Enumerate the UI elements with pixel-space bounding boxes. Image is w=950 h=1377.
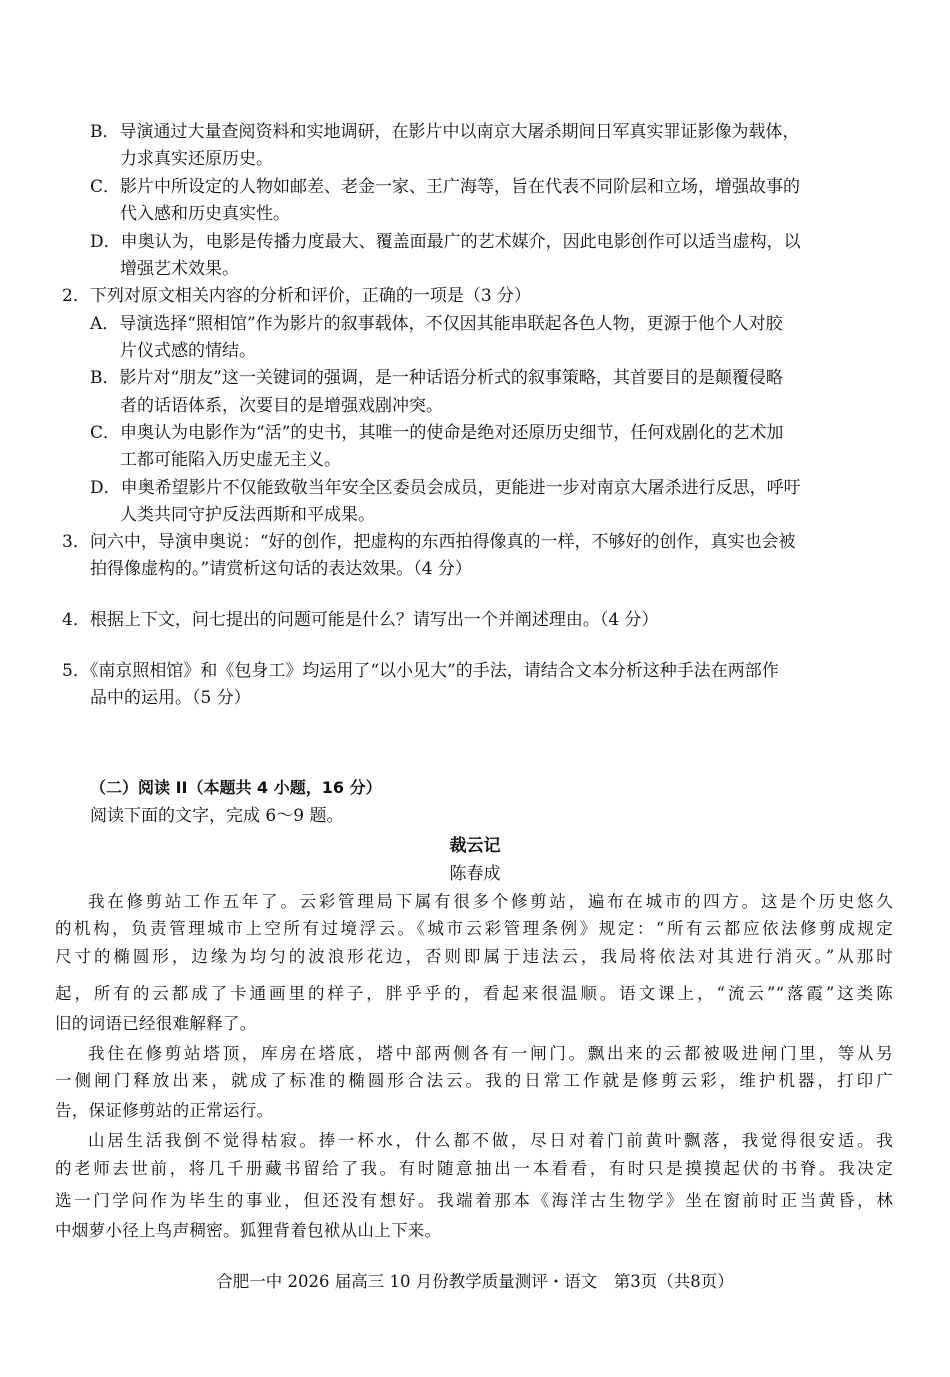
passage-title: 裁云记 xyxy=(449,836,501,856)
q2-option-d-cont: 人类共同守护反法西斯和平成果。 xyxy=(120,505,375,525)
q1-option-d: D．申奥认为，电影是传播力度最大、覆盖面最广的艺术媒介，因此电影创作可以适当虚构，以 xyxy=(90,232,801,252)
paragraph-1-line: 起，所有的云都成了卡通画里的样子，胖乎乎的，看起来很温顺。语文课上，“流云”“落霞”这类陈 xyxy=(55,984,893,1003)
q2-option-a-cont: 片仪式感的情结。 xyxy=(120,341,256,361)
q5-stem-cont: 品中的运用。（5 分） xyxy=(90,688,251,708)
q2-option-a: A．导演选择“照相馆”作为影片的叙事载体，不仅因其能串联起各色人物，更源于他个人对胶 xyxy=(90,314,783,334)
paragraph-1-line: 我在修剪站工作五年了。云彩管理局下属有很多个修剪站，遍布在城市的四方。这是个历史悠久 xyxy=(88,892,893,911)
q2-stem: 2．下列对原文相关内容的分析和评价，正确的一项是（3 分） xyxy=(62,286,532,306)
paragraph-3-line: 的老师去世前，将几千册藏书留给了我。有时随意抽出一本看看，有时只是摸摸起伏的书脊。我决定 xyxy=(55,1159,893,1178)
q2-option-c: C．申奥认为电影作为“活”的史书，其唯一的使命是绝对还原历史细节，任何戏剧化的艺术加 xyxy=(90,423,784,443)
paragraph-3-line: 中烟萝小径上鸟声稠密。狐狸背着包袱从山上下来。 xyxy=(55,1221,442,1240)
paragraph-3-line: 山居生活我倒不觉得枯寂。捧一杯水，什么都不做，尽日对着门前黄叶飘落，我觉得很安适。我 xyxy=(88,1131,893,1150)
paragraph-1-line: 旧的词语已经很难解释了。 xyxy=(55,1014,257,1033)
q2-option-d: D．申奥希望影片不仅能致敬当年安全区委员会成员，更能进一步对南京大屠杀进行反思，呼吁 xyxy=(90,478,801,498)
section-intro: 阅读下面的文字，完成 6～9 题。 xyxy=(90,806,344,826)
paragraph-2-line: 我住在修剪站塔顶，库房在塔底，塔中部两侧各有一闸门。飘出来的云都被吸进闸门里，等从另 xyxy=(88,1044,893,1063)
q5-stem: 5．《南京照相馆》和《包身工》均运用了“以小见大”的手法，请结合文本分析这种手法在两部作 xyxy=(62,661,779,681)
q1-option-d-cont: 增强艺术效果。 xyxy=(120,259,239,279)
q4-stem: 4．根据上下文，问七提出的问题可能是什么？请写出一个并阐述理由。（4 分） xyxy=(62,610,659,630)
page-footer: 合肥一中 2026 届高三 10 月份教学质量测评・语文 第3页（共8页） xyxy=(216,1272,734,1291)
q1-option-c-cont: 代入感和历史真实性。 xyxy=(120,204,290,224)
passage-author: 陈春成 xyxy=(449,864,501,884)
paragraph-2-line: 告，保证修剪站的正常运行。 xyxy=(55,1101,274,1120)
paragraph-1-line: 尺寸的椭圆形，边缘为均匀的波浪形花边，否则即属于违法云，我局将依法对其进行消灭。”从那时 xyxy=(55,947,893,966)
section-heading: （二）阅读 II（本题共 4 小题，16 分） xyxy=(90,778,382,797)
paragraph-2-line: 一侧闸门释放出来，就成了标准的椭圆形合法云。我的日常工作就是修剪云彩，维护机器，打印广 xyxy=(55,1071,893,1090)
paragraph-3-line: 选一门学问作为毕生的事业，但还没有想好。我端着那本《海洋古生物学》坐在窗前时正当黄昏，林 xyxy=(55,1191,893,1210)
q1-option-c: C．影片中所设定的人物如邮差、老金一家、王广海等，旨在代表不同阶层和立场，增强故事的 xyxy=(90,177,801,197)
paragraph-1-line: 的机构，负责管理城市上空所有过境浮云。《城市云彩管理条例》规定：“所有云都应依法修剪成规定 xyxy=(55,919,893,938)
q3-stem-cont: 拍得像虚构的。”请赏析这句话的表达效果。（4 分） xyxy=(90,559,472,579)
q2-option-c-cont: 工都可能陷入历史虚无主义。 xyxy=(120,450,341,470)
q1-option-b: B．导演通过大量查阅资料和实地调研，在影片中以南京大屠杀期间日军真实罪证影像为载体， xyxy=(90,122,800,142)
q2-option-b-cont: 者的话语体系，次要目的是增强戏剧冲突。 xyxy=(120,396,443,416)
q3-stem: 3．问六中，导演申奥说：“好的创作，把虚构的东西拍得像真的一样，不够好的创作，真实也会被 xyxy=(62,532,796,552)
q2-option-b: B．影片对“朋友”这一关键词的强调，是一种话语分析式的叙事策略，其首要目的是颠覆侵略 xyxy=(90,368,783,388)
q1-option-b-cont: 力求真实还原历史。 xyxy=(120,149,273,169)
